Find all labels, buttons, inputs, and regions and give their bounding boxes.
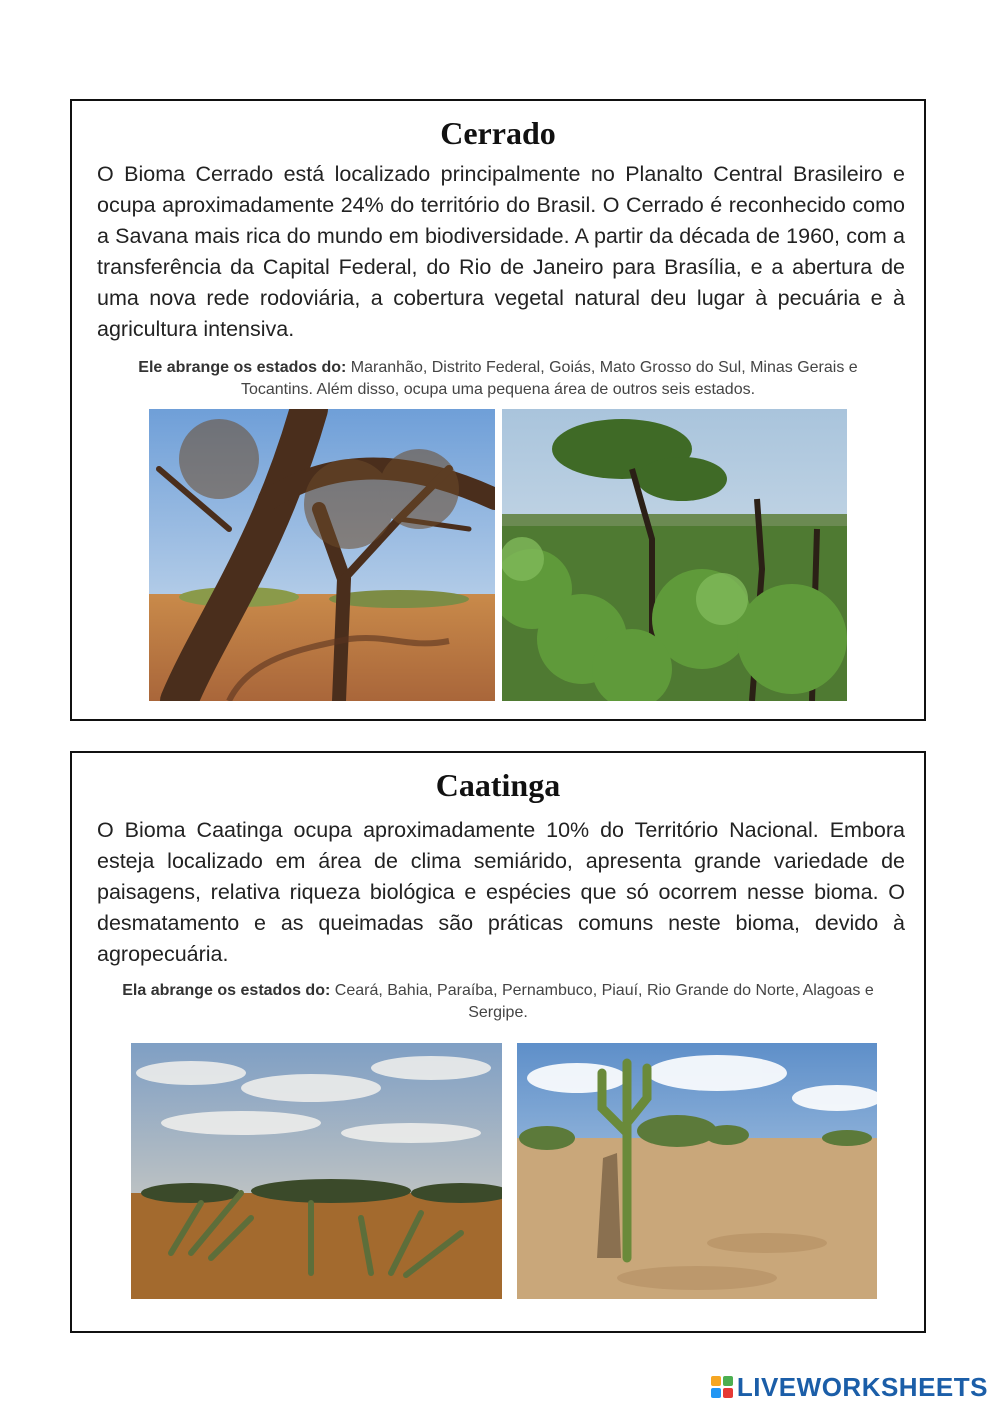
caatinga-states-list: Ceará, Bahia, Paraíba, Pernambuco, Piauí, Rio Grande do Norte, Alagoas e Sergipe. [330,982,874,1021]
cerrado-description: O Bioma Cerrado está localizado principalmente no Planalto Central Brasileiro e ocupa aproximadamente 24% do território do Brasil. O Cerrado é reconhecido como a Savana mais rica do mundo em biodiversidade. A partir da década de 1960, com a transferência da Capital Federal, do Rio de Janeiro para Brasília, e a abertura de uma nova rede rodoviária, a cobertura vegetal natural deu lugar à pecuária e à agricultura intensiva. [97,162,905,341]
cerrado-photo-green-savanna [502,409,847,701]
caatinga-states-label: Ela abrange os estados do: [122,982,331,999]
caatinga-description: O Bioma Caatinga ocupa aproximadamente 10% do Território Nacional. Embora esteja localizado em área de clima semiárido, apresenta grande variedade de paisagens, relativa riqueza biológica e espécies que só ocorrem nesse bioma. O desmatamento e as queimadas são práticas comuns neste bioma, devido à agropecuária. [97,818,905,966]
liveworksheets-logo-text: LIVEWORKSHEETS [736,1371,988,1402]
liveworksheets-logo[interactable] [711,1372,988,1402]
cerrado-photo-dry-tree [149,409,495,701]
caatinga-title: Caatinga [435,767,561,803]
liveworksheets-logo-icon [711,1376,733,1398]
cerrado-states [102,357,894,401]
cerrado-states-list: Maranhão, Distrito Federal, Goiás, Mato Grosso do Sul, Minas Gerais e Tocantins. Além disso, ocupa uma pequena área de outros seis estados. [240,359,858,398]
cerrado-card [70,99,926,721]
caatinga-photo-cacti-sunset [131,1043,502,1299]
caatinga-photo-mandacaru [517,1043,877,1299]
cerrado-title: Cerrado [440,115,556,151]
cerrado-states-label: Ele abrange os estados do: [138,359,347,376]
caatinga-states [102,980,894,1024]
caatinga-card [70,751,926,1333]
